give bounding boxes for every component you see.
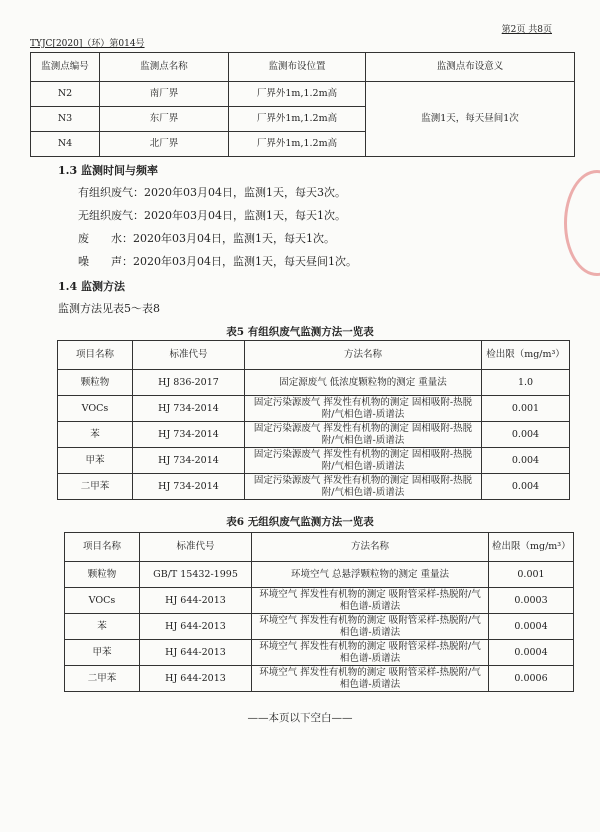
monitoring-points-table — [30, 52, 575, 157]
cell: HJ 734-2014 — [133, 422, 245, 448]
cell: 苯 — [65, 614, 140, 640]
cell: 固定源废气 低浓度颗粒物的测定 重量法 — [245, 370, 482, 396]
cell: 甲苯 — [65, 640, 140, 666]
cell: HJ 644-2013 — [140, 666, 252, 692]
cell: 苯 — [58, 422, 133, 448]
cell: 甲苯 — [58, 448, 133, 474]
cell: 0.004 — [482, 422, 570, 448]
cell: HJ 734-2014 — [133, 396, 245, 422]
cell: 监测1天，每天昼间1次 — [366, 82, 575, 157]
cell: 厂界外1m,1.2m高 — [229, 107, 366, 132]
header-cell: 方法名称 — [245, 341, 482, 370]
header-cell: 方法名称 — [252, 533, 489, 562]
table-row — [58, 422, 570, 448]
cell: 0.004 — [482, 474, 570, 500]
cell: 厂界外1m,1.2m高 — [229, 132, 366, 157]
schedule-line: 废 水：2020年03月04日，监测1天，每天1次。 — [78, 232, 335, 245]
header-cell: 检出限（mg/m³） — [482, 341, 570, 370]
cell: 二甲苯 — [58, 474, 133, 500]
cell: 环境空气 挥发性有机物的测定 吸附管采样-热脱附/气相色谱-质谱法 — [252, 640, 489, 666]
schedule-line: 噪 声：2020年03月04日，监测1天，每天昼间1次。 — [78, 255, 357, 268]
cell: 0.0006 — [489, 666, 574, 692]
header-cell: 检出限（mg/m³） — [489, 533, 574, 562]
cell: HJ 836-2017 — [133, 370, 245, 396]
cell: 环境空气 挥发性有机物的测定 吸附管采样-热脱附/气相色谱-质谱法 — [252, 588, 489, 614]
cell: 1.0 — [482, 370, 570, 396]
cell: HJ 734-2014 — [133, 448, 245, 474]
table-row — [58, 396, 570, 422]
cell: N3 — [31, 107, 100, 132]
cell: 0.0003 — [489, 588, 574, 614]
header-cell: 监测点名称 — [100, 53, 229, 82]
table-row — [65, 588, 574, 614]
header-cell: 监测点编号 — [31, 53, 100, 82]
organized-gas-methods-table — [57, 340, 570, 500]
cell: N4 — [31, 132, 100, 157]
cell: 环境空气 总悬浮颗粒物的测定 重量法 — [252, 562, 489, 588]
cell: 0.001 — [482, 396, 570, 422]
cell: 厂界外1m,1.2m高 — [229, 82, 366, 107]
cell: 0.0004 — [489, 614, 574, 640]
cell: 固定污染源废气 挥发性有机物的测定 固相吸附-热脱附/气相色谱-质谱法 — [245, 474, 482, 500]
table-row — [65, 666, 574, 692]
cell: 固定污染源废气 挥发性有机物的测定 固相吸附-热脱附/气相色谱-质谱法 — [245, 422, 482, 448]
header-cell: 监测点布设意义 — [366, 53, 575, 82]
table-caption: 表6 无组织废气监测方法一览表 — [226, 516, 374, 528]
cell: 0.001 — [489, 562, 574, 588]
cell: 南厂界 — [100, 82, 229, 107]
cell: HJ 644-2013 — [140, 588, 252, 614]
table-row — [65, 640, 574, 666]
page-blank-note: ——本页以下空白—— — [247, 712, 353, 724]
cell: VOCs — [58, 396, 133, 422]
table-row — [58, 370, 570, 396]
cell: 东厂界 — [100, 107, 229, 132]
table-row — [31, 82, 575, 107]
cell: N2 — [31, 82, 100, 107]
cell: HJ 644-2013 — [140, 640, 252, 666]
report-number: TYJC[2020]（环）第014号 — [30, 39, 145, 49]
table-row — [58, 474, 570, 500]
section-heading: 1.4 监测方法 — [58, 280, 125, 293]
section-heading: 1.3 监测时间与频率 — [58, 164, 158, 177]
header-cell: 项目名称 — [58, 341, 133, 370]
cell: 固定污染源废气 挥发性有机物的测定 固相吸附-热脱附/气相色谱-质谱法 — [245, 396, 482, 422]
cell: 北厂界 — [100, 132, 229, 157]
cell: HJ 644-2013 — [140, 614, 252, 640]
page-number: 第2页 共8页 — [501, 25, 552, 35]
cell: 固定污染源废气 挥发性有机物的测定 固相吸附-热脱附/气相色谱-质谱法 — [245, 448, 482, 474]
schedule-line: 无组织废气：2020年03月04日，监测1天，每天1次。 — [78, 209, 346, 222]
header-cell: 项目名称 — [65, 533, 140, 562]
schedule-line: 有组织废气：2020年03月04日，监测1天，每天3次。 — [78, 186, 346, 199]
table-row — [65, 562, 574, 588]
paragraph: 监测方法见表5～表8 — [58, 302, 160, 315]
table-row — [65, 614, 574, 640]
cell: 环境空气 挥发性有机物的测定 吸附管采样-热脱附/气相色谱-质谱法 — [252, 666, 489, 692]
cell: 颗粒物 — [65, 562, 140, 588]
red-seal-stamp — [564, 170, 600, 276]
cell: 0.0004 — [489, 640, 574, 666]
cell: 二甲苯 — [65, 666, 140, 692]
cell: VOCs — [65, 588, 140, 614]
cell: 0.004 — [482, 448, 570, 474]
table-row — [58, 448, 570, 474]
cell: HJ 734-2014 — [133, 474, 245, 500]
table-caption: 表5 有组织废气监测方法一览表 — [226, 326, 374, 338]
header-cell: 标准代号 — [140, 533, 252, 562]
header-cell: 标准代号 — [133, 341, 245, 370]
header-cell: 监测布设位置 — [229, 53, 366, 82]
cell: 环境空气 挥发性有机物的测定 吸附管采样-热脱附/气相色谱-质谱法 — [252, 614, 489, 640]
cell: GB/T 15432-1995 — [140, 562, 252, 588]
cell: 颗粒物 — [58, 370, 133, 396]
unorganized-gas-methods-table — [64, 532, 574, 692]
